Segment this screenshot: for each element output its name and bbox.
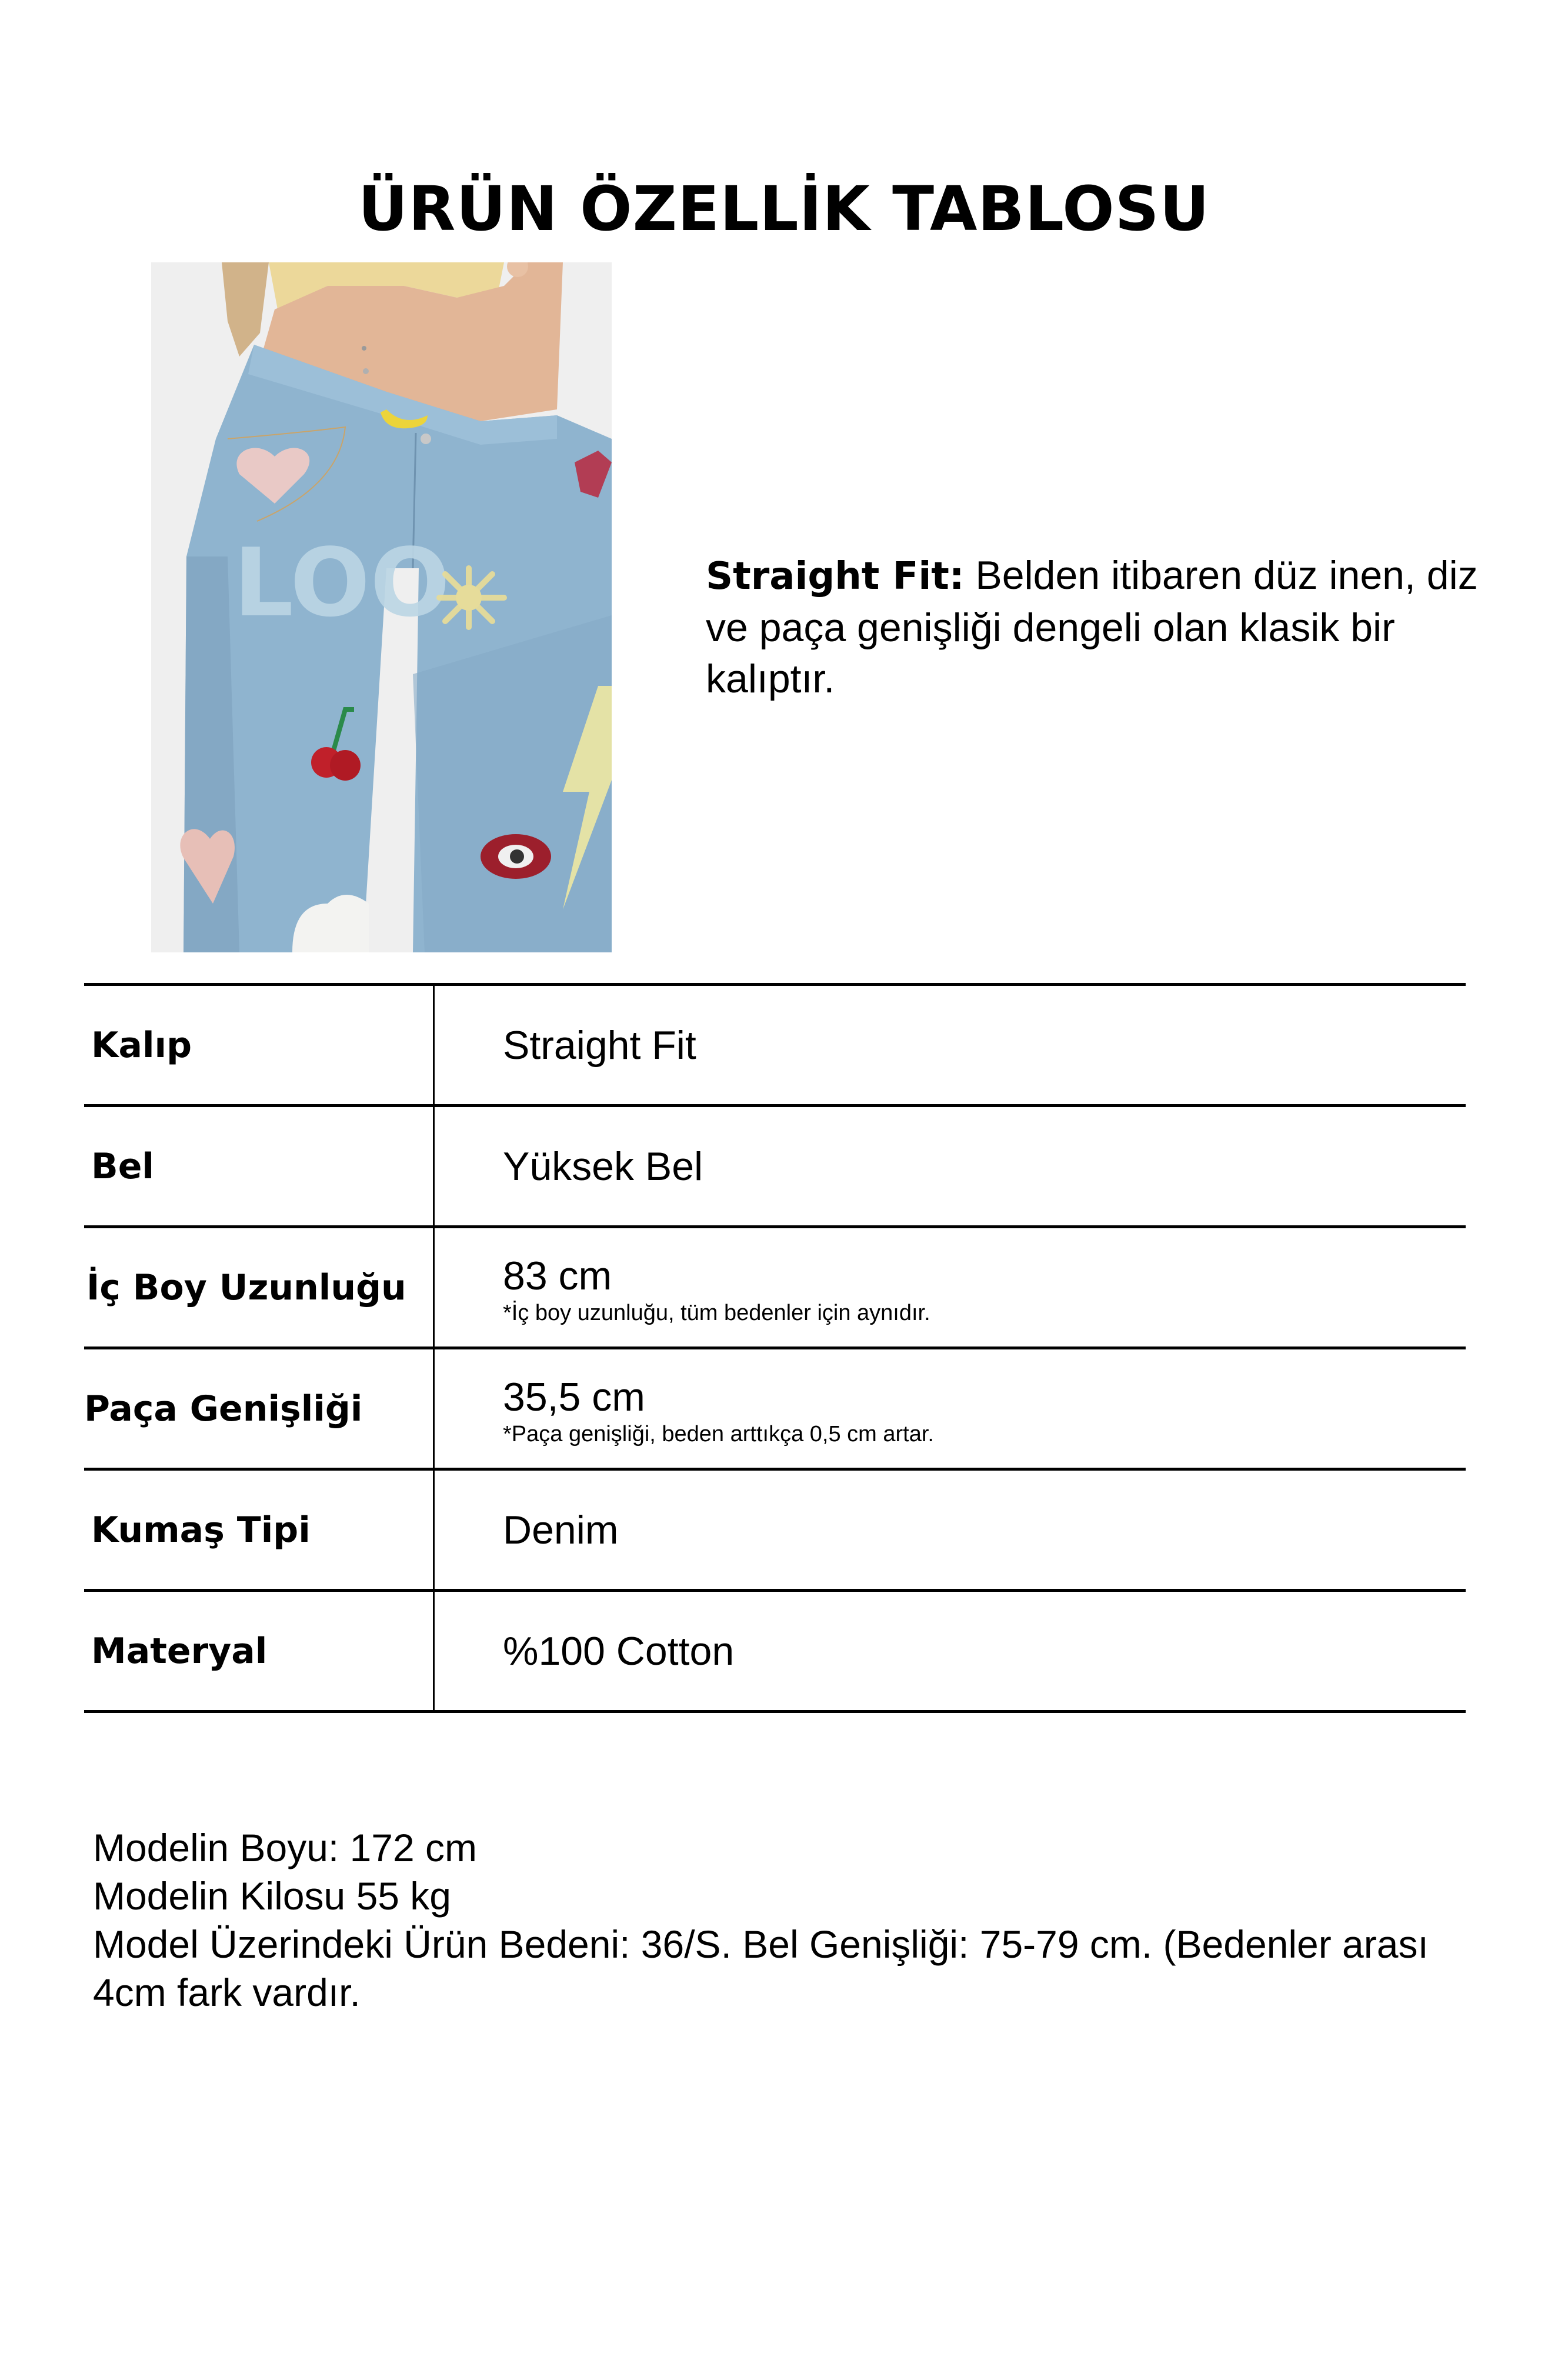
spec-label: Bel [91,1145,154,1187]
spec-value-text: %100 Cotton [503,1628,735,1674]
spec-value-text: Straight Fit [503,1022,696,1068]
page-title: ÜRÜN ÖZELLİK TABLOSU [358,173,1210,245]
spec-label: Kalıp [91,1024,192,1066]
spec-note: *Paça genişliği, beden arttıkça 0,5 cm artar. [503,1422,934,1447]
spec-value [503,1349,934,1448]
spec-value-text: Denim [503,1507,619,1552]
spec-note: *İç boy uzunluğu, tüm bedenler için aynıdır. [503,1301,930,1325]
jeans-photo-illustration [151,262,612,952]
spec-value [503,986,696,1104]
spec-row-paca [84,1347,1466,1468]
spec-row-kumas [84,1468,1466,1589]
spec-value-text: 83 cm [503,1254,612,1298]
column-divider [433,986,435,1104]
spec-table [84,983,1466,1713]
model-height: Modelin Boyu: 172 cm [93,1826,478,1869]
svg-text:LOO: LOO [233,528,451,638]
spec-value [503,1471,619,1589]
spec-value [503,1107,703,1225]
spec-value-text: 35,5 cm [503,1375,645,1419]
spec-value [503,1228,930,1327]
model-size-info: Model Üzerindeki Ürün Bedeni: 36/S. Bel Genişliği: 75-79 cm. (Bedenler arası 4cm fark vardır. [93,1922,1429,2014]
model-info [93,1824,1469,2017]
spec-label: Materyal [91,1630,268,1672]
spec-label: Paça Genişliği [84,1388,363,1429]
fit-description-text: Belden itibaren düz inen, diz ve paça genişliği dengeli olan klasik bir kalıptır. [706,553,1478,701]
product-photo [151,262,612,952]
fit-term: Straight Fit: [706,555,965,598]
spec-row-bel [84,1104,1466,1225]
spec-row-materyal [84,1589,1466,1713]
spec-value [503,1592,734,1710]
column-divider [433,1107,435,1225]
column-divider [433,1228,435,1347]
spec-label: Kumaş Tipi [91,1509,311,1551]
spec-value-text: Yüksek Bel [503,1144,703,1189]
model-weight: Modelin Kilosu 55 kg [93,1874,452,1918]
spec-row-kalip [84,983,1466,1104]
spec-row-ic-boy [84,1225,1466,1347]
column-divider [433,1471,435,1589]
fit-description [706,550,1488,705]
spec-label: İç Boy Uzunluğu [86,1267,406,1308]
column-divider [433,1349,435,1468]
column-divider [433,1592,435,1710]
